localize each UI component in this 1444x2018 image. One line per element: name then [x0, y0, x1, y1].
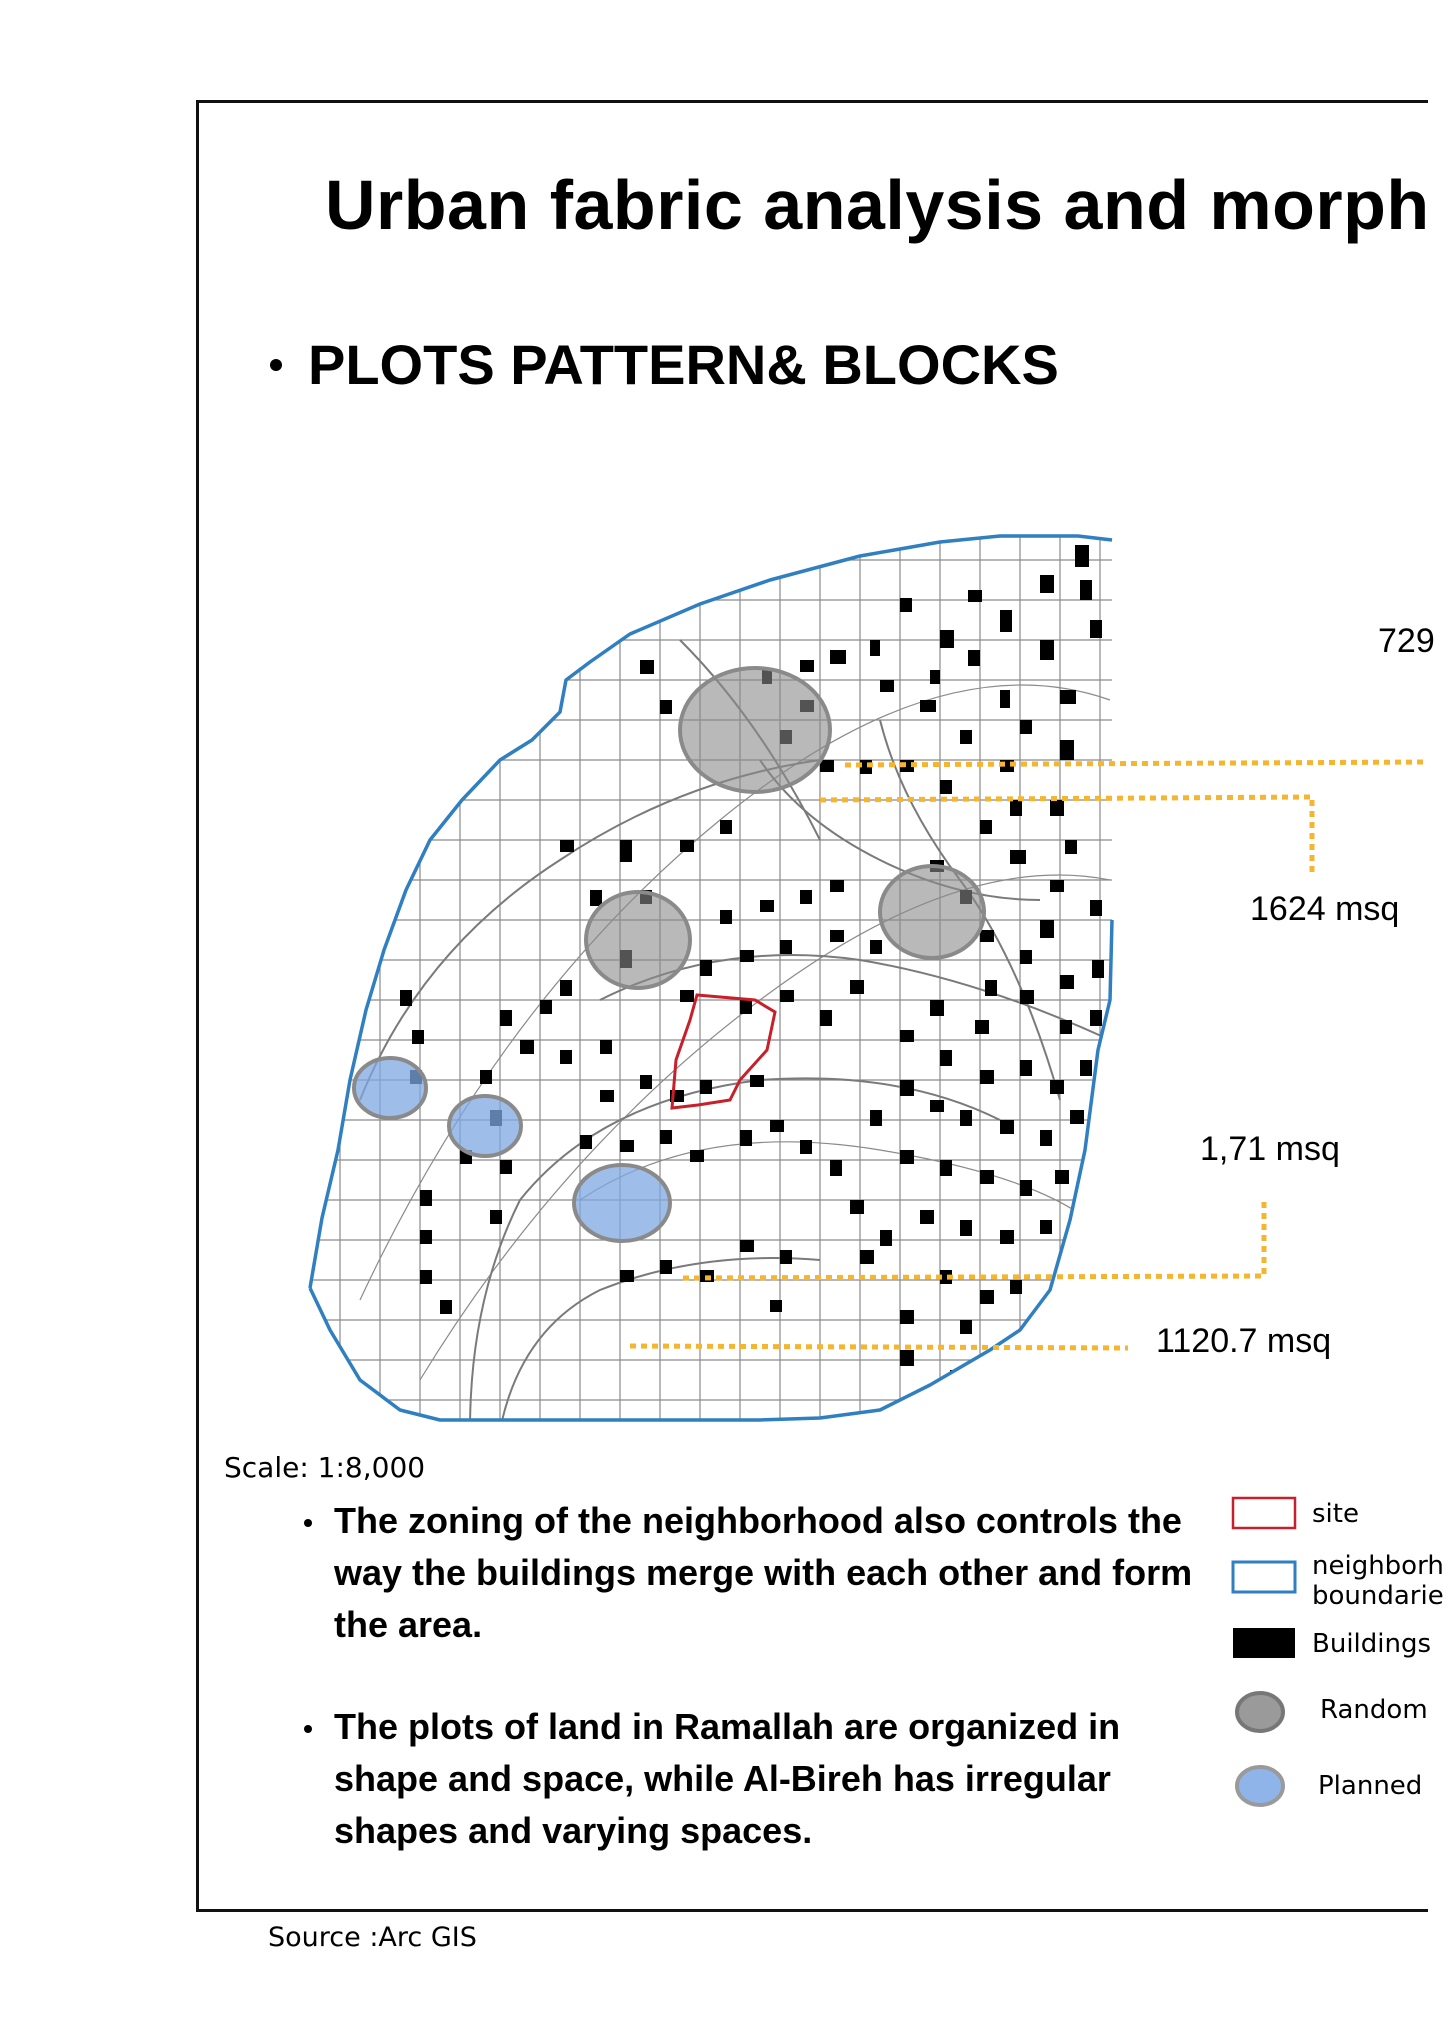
page-title: Urban fabric analysis and morph: [325, 166, 1430, 244]
section-heading-text: PLOTS PATTERN& BLOCKS: [308, 333, 1059, 396]
legend-boundary-line1: neighborh: [1312, 1551, 1444, 1581]
area-label-171: 1,71 msq: [1200, 1130, 1340, 1168]
legend-buildings-label: Buildings: [1312, 1629, 1432, 1659]
map-legend: [1230, 1495, 1444, 1825]
buildings-swatch: [1233, 1628, 1295, 1658]
planned-swatch: [1237, 1767, 1283, 1805]
area-label-1120: 1120.7 msq: [1156, 1322, 1332, 1360]
area-label-729: 729: [1378, 622, 1435, 660]
legend-random-label: Random: [1320, 1695, 1428, 1725]
site-swatch: [1233, 1498, 1295, 1528]
bullet-zoning: The zoning of the neighborhood also controls the way the buildings merge with each other and form the area.: [300, 1495, 1200, 1651]
legend-boundary-label: [1312, 1551, 1444, 1611]
map-plots-layer: [300, 530, 1120, 1430]
map-scale: Scale: 1:8,000: [224, 1451, 426, 1484]
boundary-swatch: [1233, 1562, 1295, 1592]
random-swatch: [1237, 1693, 1283, 1731]
legend-site-label: site: [1312, 1499, 1359, 1529]
legend-boundary-line2: boundarie: [1312, 1581, 1444, 1611]
bullet-list: [300, 1495, 1200, 1907]
source-note: Source :Arc GIS: [268, 1922, 477, 1953]
bullet-plots: The plots of land in Ramallah are organized in shape and space, while Al-Bireh has irregular shapes and varying spaces.: [300, 1701, 1200, 1857]
legend-planned-label: Planned: [1318, 1771, 1423, 1801]
area-label-1624: 1624 msq: [1250, 890, 1400, 928]
